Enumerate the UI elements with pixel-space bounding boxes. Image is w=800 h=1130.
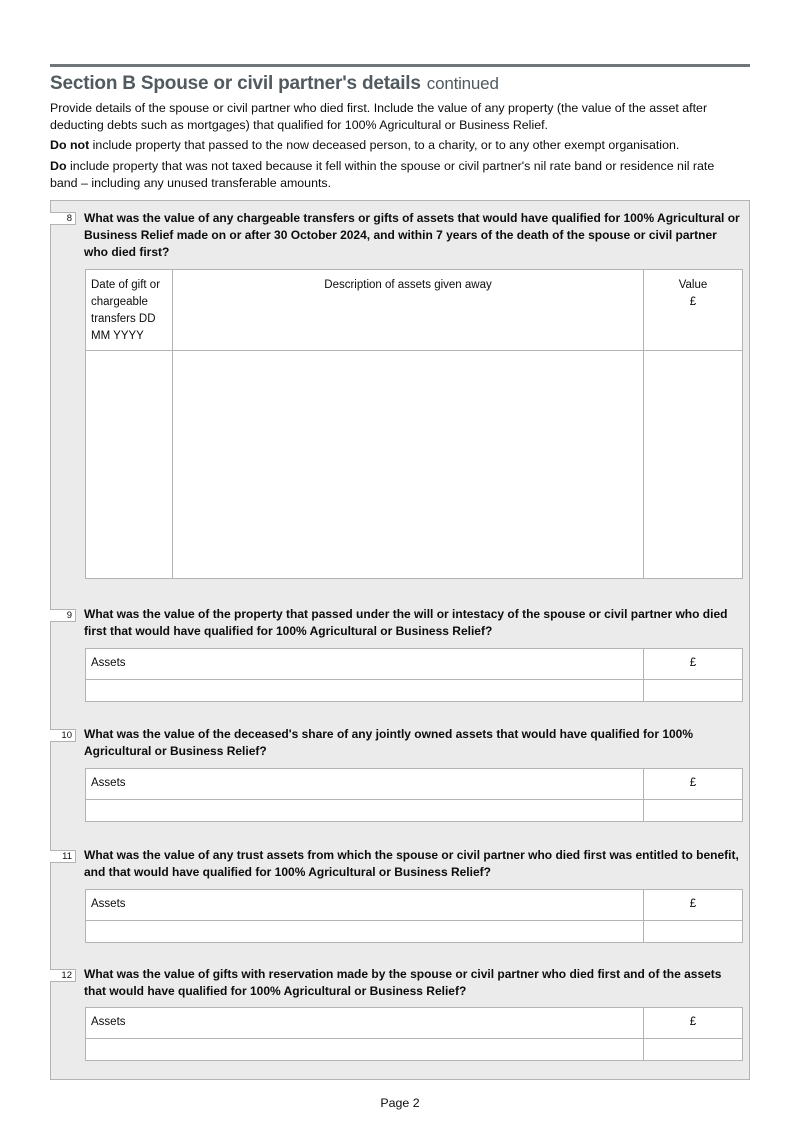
q9-number: 9 (50, 609, 76, 622)
q12-assets-table (85, 1007, 743, 1061)
q8-value-unit: £ (689, 296, 697, 308)
q8-number: 8 (50, 212, 76, 225)
q9-text: What was the value of the property that passed under the will or intestacy of the spouse or civil partner who died first that would have qualified for 100% Agricultural or Business Relief? (84, 607, 728, 638)
q10-value-header: £ (644, 769, 742, 800)
q11-assets-table (85, 889, 743, 943)
section-label: Section B Spouse or civil partner's details (50, 73, 421, 94)
q12-assets-header: Assets (86, 1008, 644, 1039)
section-title (50, 73, 499, 95)
q12-text: What was the value of gifts with reservation made by the spouse or civil partner who died first and of the assets that would have qualified for 100% Agricultural or Business Relief? (84, 967, 722, 998)
top-rule (50, 64, 750, 67)
q9-value-input[interactable] (644, 680, 742, 701)
q10-assets-header: Assets (86, 769, 644, 800)
q9-assets-input[interactable] (86, 680, 644, 701)
q11-assets-input[interactable] (86, 921, 644, 942)
q9-value-header: £ (644, 649, 742, 680)
intro-paragraph-3 (50, 158, 740, 192)
intro-do: Do (50, 159, 67, 173)
section-continued: continued (426, 74, 499, 93)
q11-value-input[interactable] (644, 921, 742, 942)
page-number: Page 2 (380, 1096, 420, 1110)
intro-do-not: Do not (50, 138, 90, 152)
q8-col-description-header: Description of assets given away (173, 270, 644, 351)
q8-text: What was the value of any chargeable transfers or gifts of assets that would have qualified for 100% Agricultural or Business Relief made on or after 30 October 2024, and within 7 years of the death of the spouse or civil partner who died first? (84, 211, 740, 259)
q12-number: 12 (50, 969, 76, 982)
q12-value-input[interactable] (644, 1039, 742, 1060)
q12-value-header: £ (644, 1008, 742, 1039)
q11-number: 11 (50, 850, 76, 863)
q11-text: What was the value of any trust assets from which the spouse or civil partner who died first was entitled to benefit, and that would have qualified for 100% Agricultural or Business Relief? (84, 848, 739, 879)
intro-p2-rest: include property that passed to the now deceased person, to a charity, or to any other exempt organisation. (89, 138, 680, 152)
q12-assets-input[interactable] (86, 1039, 644, 1060)
intro-p3-rest: include property that was not taxed because it fell within the spouse or civil partner's nil rate band or residence nil rate band – including any unused transferable amounts. (50, 159, 715, 190)
q8-gifts-table (85, 269, 743, 579)
q8-value-label: Value (678, 279, 708, 291)
q10-value-input[interactable] (644, 800, 742, 821)
q10-assets-table (85, 768, 743, 822)
q8-date-input[interactable] (86, 351, 173, 578)
intro-paragraph-2 (50, 137, 740, 154)
q10-text: What was the value of the deceased's share of any jointly owned assets that would have qualified for 100% Agricultural or Business Relief? (84, 727, 694, 758)
q10-number: 10 (50, 729, 76, 742)
q10-assets-input[interactable] (86, 800, 644, 821)
q8-col-value-header (644, 270, 742, 351)
q8-description-input[interactable] (173, 351, 644, 578)
intro-paragraph-1: Provide details of the spouse or civil partner who died first. Include the value of any property (the value of the asset after deducting debts such as mortgages) that qualified for 100% Agricultural or Business Relief. (50, 101, 708, 132)
q8-col-date-header: Date of gift or chargeable transfers DD MM YYYY (86, 270, 173, 351)
q9-assets-table (85, 648, 743, 702)
q11-assets-header: Assets (86, 890, 644, 921)
q9-assets-header: Assets (86, 649, 644, 680)
q11-value-header: £ (644, 890, 742, 921)
q8-value-input[interactable] (644, 351, 742, 578)
